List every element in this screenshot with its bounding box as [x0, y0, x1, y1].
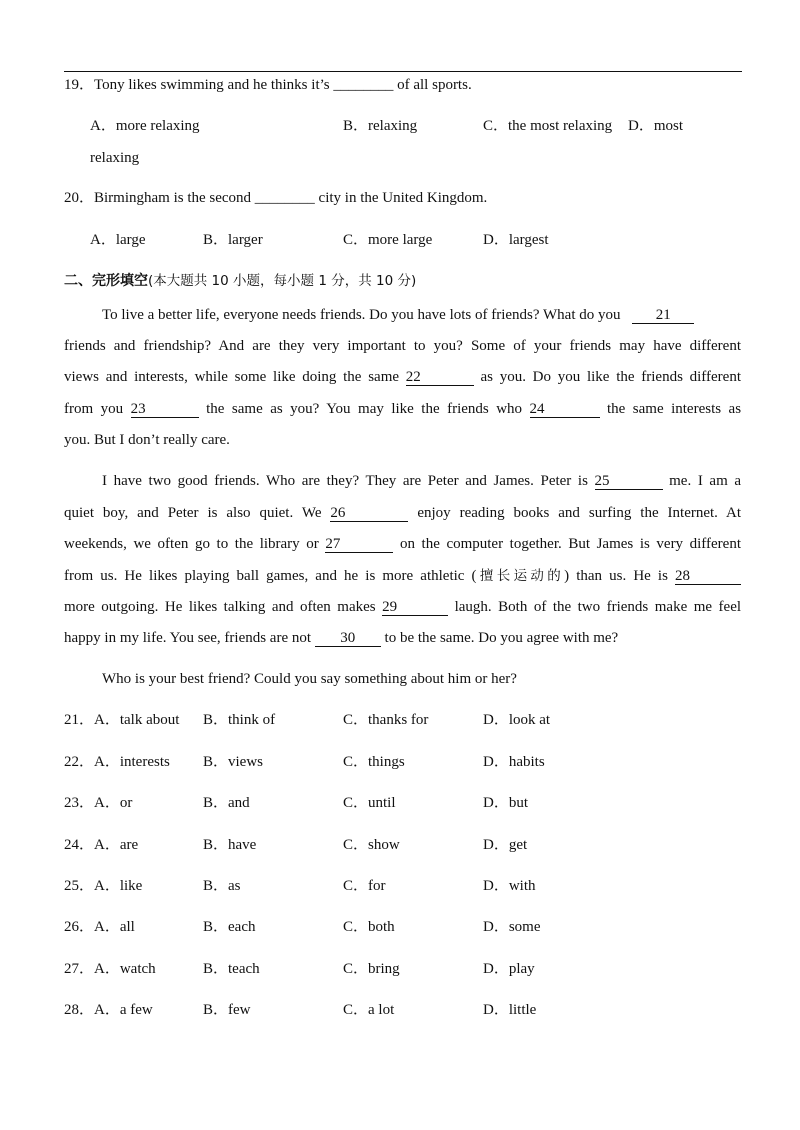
passage-line: views and interests, while some like doing the same 22 as you. Do you like the friends different: [64, 369, 741, 385]
blank-25: 25: [595, 473, 663, 490]
choice-d: D．little: [483, 1002, 537, 1018]
header-rule: [64, 71, 742, 72]
blank-21: 21: [632, 307, 694, 324]
section-title: 二、完形填空: [64, 273, 148, 289]
choice-d: D．with: [483, 878, 536, 894]
choice-c: C．both: [343, 919, 395, 935]
question-19-option-a: A．more relaxing: [90, 118, 200, 134]
choice-b: B．each: [203, 919, 256, 935]
passage-line: you. But I don’t really care.: [64, 432, 230, 448]
passage-line: happy in my life. You see, friends are not 30 to be the same. Do you agree with me?: [64, 630, 619, 646]
passage-line: from us. He likes playing ball games, and he is more athletic (擅长运动的) than us. He is 28: [64, 566, 741, 586]
choice-b: B．have: [203, 837, 257, 853]
blank-24: 24: [530, 401, 600, 418]
choice-a: 26．A．all: [64, 919, 135, 935]
question-20-stem: 20．Birmingham is the second ________ city in the United Kingdom.: [64, 190, 488, 206]
question-20-option-d: D．largest: [483, 232, 549, 248]
choice-a: 23．A．or: [64, 795, 133, 811]
choice-b: B．as: [203, 878, 241, 894]
question-20-option-b: B．larger: [203, 232, 263, 248]
choice-d: D．look at: [483, 712, 551, 728]
passage-line: more outgoing. He likes talking and often makes 29 laugh. Both of the two friends make me feel: [64, 599, 742, 615]
choice-a: 24．A．are: [64, 837, 139, 853]
passage-line: friends and friendship? And are they very important to you? Some of your friends may have different: [64, 338, 741, 354]
blank-23: 23: [131, 401, 199, 418]
choice-c: C．for: [343, 878, 386, 894]
choice-b: B．few: [203, 1002, 251, 1018]
blank-28: 28: [675, 568, 741, 585]
choice-b: B．think of: [203, 712, 276, 728]
section-heading: [64, 271, 416, 291]
passage-closing: Who is your best friend? Could you say something about him or her?: [102, 671, 517, 687]
choice-c: C．things: [343, 754, 405, 770]
choice-b: B．views: [203, 754, 264, 770]
question-19-option-c: C．the most relaxing: [483, 118, 613, 134]
blank-27: 27: [325, 536, 393, 553]
choice-a: 22．A．interests: [64, 754, 170, 770]
chinese-gloss: 擅长运动的: [476, 568, 565, 584]
choice-d: D．get: [483, 837, 528, 853]
choice-c: C．a lot: [343, 1002, 395, 1018]
choice-a: 25．A．like: [64, 878, 143, 894]
blank-26: 26: [330, 505, 408, 522]
blank-22: 22: [406, 369, 474, 386]
choice-d: D．but: [483, 795, 529, 811]
choice-d: D．some: [483, 919, 541, 935]
passage-line: I have two good friends. Who are they? They are Peter and James. Peter is 25 me. I am a: [102, 473, 742, 489]
choice-c: C．show: [343, 837, 400, 853]
choice-b: B．teach: [203, 961, 260, 977]
question-19-option-d: D．most: [628, 118, 684, 134]
choice-a: 21．A．talk about: [64, 712, 180, 728]
blank-30: 30: [315, 630, 381, 647]
passage-line: quiet boy, and Peter is also quiet. We 26 enjoy reading books and surfing the Internet. At: [64, 505, 742, 521]
section-note: (本大题共 10 小题，每小题 1 分，共 10 分): [148, 273, 417, 289]
choice-b: B．and: [203, 795, 250, 811]
passage-line: weekends, we often go to the library or 27 on the computer together. But James is very different: [64, 536, 742, 552]
choice-c: C．until: [343, 795, 396, 811]
choice-d: D．habits: [483, 754, 545, 770]
question-20-option-a: A．large: [90, 232, 146, 248]
passage-line: from you 23 the same as you? You may like the friends who 24 the same interests as: [64, 401, 742, 417]
blank-29: 29: [382, 599, 448, 616]
question-19-stem: 19．Tony likes swimming and he thinks it’s ________ of all sports.: [64, 77, 472, 93]
choice-d: D．play: [483, 961, 535, 977]
choice-a: 27．A．watch: [64, 961, 156, 977]
choice-a: 28．A．a few: [64, 1002, 153, 1018]
passage-line: To live a better life, everyone needs friends. Do you have lots of friends? What do you 21: [102, 305, 694, 325]
choice-c: C．thanks for: [343, 712, 429, 728]
question-19-option-b: B．relaxing: [343, 118, 418, 134]
question-19-option-d-continued: relaxing: [90, 150, 140, 166]
question-20-option-c: C．more large: [343, 232, 433, 248]
choice-c: C．bring: [343, 961, 400, 977]
